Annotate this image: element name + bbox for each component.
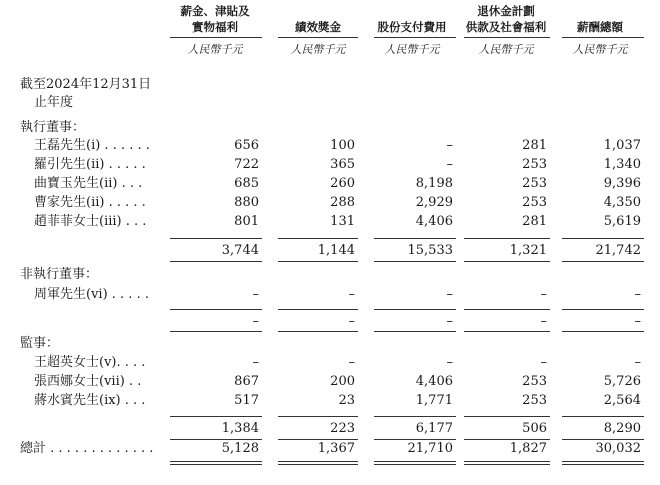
row-cell: 9,396 bbox=[603, 176, 641, 191]
subtotal-cell: – bbox=[348, 314, 355, 329]
row-cell: – bbox=[446, 287, 453, 302]
section-title: 非執行董事： bbox=[20, 267, 99, 282]
subtotal-rule bbox=[464, 309, 550, 310]
row-label: 王磊先生(i) . . . . . . bbox=[34, 138, 150, 153]
subtotal-rule bbox=[562, 331, 644, 332]
subtotal-rule bbox=[562, 309, 644, 310]
row-label: 曹家先生(ii) . . . . . bbox=[34, 195, 146, 210]
period-label: 截至2024年12月31日 bbox=[20, 77, 152, 92]
subtotal-rule bbox=[374, 309, 456, 310]
subtotal-cell: 1,321 bbox=[509, 243, 547, 258]
row-cell: 253 bbox=[522, 374, 547, 389]
row-cell: – bbox=[446, 138, 453, 153]
row-cell: 5,619 bbox=[603, 214, 641, 229]
subtotal-cell: 223 bbox=[330, 421, 355, 436]
subtotal-rule bbox=[374, 238, 456, 239]
total-double-rule bbox=[464, 461, 550, 465]
header-underline bbox=[562, 37, 644, 38]
subtotal-rule bbox=[278, 331, 358, 332]
column-header: 供款及社會福利 bbox=[465, 20, 547, 34]
row-cell: – bbox=[540, 287, 547, 302]
subtotal-cell: – bbox=[252, 314, 259, 329]
column-header: 實物福利 bbox=[192, 20, 238, 34]
row-label: 周軍先生(vi) . . . . . bbox=[34, 287, 149, 302]
subtotal-rule bbox=[170, 309, 262, 310]
subtotal-rule bbox=[374, 416, 456, 417]
section-title: 監事： bbox=[20, 336, 60, 351]
row-cell: 5,726 bbox=[603, 374, 641, 389]
subtotal-rule bbox=[170, 238, 262, 239]
subtotal-cell: 8,290 bbox=[603, 421, 641, 436]
row-cell: 281 bbox=[522, 138, 547, 153]
row-cell: 8,198 bbox=[415, 176, 453, 191]
row-cell: 260 bbox=[330, 176, 355, 191]
total-cell: 1,827 bbox=[509, 441, 547, 456]
row-cell: 517 bbox=[234, 393, 259, 408]
subtotal-cell: – bbox=[540, 314, 547, 329]
subtotal-rule bbox=[464, 238, 550, 239]
row-label: 張西娜女士(vii) . . bbox=[34, 374, 142, 389]
row-cell: 100 bbox=[330, 138, 355, 153]
column-unit: 人民幣千元 bbox=[384, 43, 440, 56]
subtotal-cell: 15,533 bbox=[407, 243, 453, 258]
header-underline bbox=[374, 37, 456, 38]
total-cell: 5,128 bbox=[221, 441, 259, 456]
row-cell: 288 bbox=[330, 195, 355, 210]
subtotal-cell: 506 bbox=[522, 421, 547, 436]
subtotal-rule bbox=[562, 261, 644, 262]
total-cell: 21,710 bbox=[407, 441, 453, 456]
column-header: 薪金、津貼及 bbox=[180, 4, 250, 18]
row-cell: 1,771 bbox=[415, 393, 453, 408]
row-cell: – bbox=[252, 355, 259, 370]
row-cell: 867 bbox=[234, 374, 259, 389]
header-underline bbox=[464, 37, 550, 38]
column-header: 股份支付費用 bbox=[377, 20, 447, 34]
row-cell: 200 bbox=[330, 374, 355, 389]
row-label: 曲寶玉先生(ii) . . . bbox=[34, 176, 143, 191]
subtotal-cell: 3,744 bbox=[221, 243, 259, 258]
row-cell: 281 bbox=[522, 214, 547, 229]
total-double-rule bbox=[170, 461, 262, 465]
row-cell: 131 bbox=[330, 214, 355, 229]
column-unit: 人民幣千元 bbox=[478, 43, 534, 56]
subtotal-rule bbox=[278, 261, 358, 262]
row-cell: 365 bbox=[330, 157, 355, 172]
row-cell: 1,340 bbox=[603, 157, 641, 172]
row-cell: – bbox=[348, 355, 355, 370]
row-cell: 4,350 bbox=[603, 195, 641, 210]
row-cell: 880 bbox=[234, 195, 259, 210]
column-unit: 人民幣千元 bbox=[187, 43, 243, 56]
header-underline bbox=[278, 37, 358, 38]
subtotal-cell: – bbox=[446, 314, 453, 329]
section-title: 執行董事： bbox=[20, 120, 86, 135]
total-double-rule bbox=[374, 461, 456, 465]
row-cell: 2,929 bbox=[415, 195, 453, 210]
row-cell: – bbox=[446, 355, 453, 370]
row-cell: – bbox=[252, 287, 259, 302]
subtotal-cell: 21,742 bbox=[595, 243, 641, 258]
subtotal-cell: 1,144 bbox=[317, 243, 355, 258]
column-unit: 人民幣千元 bbox=[290, 43, 346, 56]
subtotal-rule bbox=[464, 261, 550, 262]
subtotal-rule bbox=[278, 416, 358, 417]
row-cell: – bbox=[348, 287, 355, 302]
row-cell: 2,564 bbox=[603, 393, 641, 408]
subtotal-rule bbox=[278, 238, 358, 239]
total-label: 總計 . . . . . . . . . . . . . bbox=[20, 441, 154, 456]
row-cell: 4,406 bbox=[415, 374, 453, 389]
subtotal-rule bbox=[464, 331, 550, 332]
row-cell: 253 bbox=[522, 195, 547, 210]
row-cell: 253 bbox=[522, 393, 547, 408]
column-header: 薪酬總額 bbox=[577, 20, 623, 34]
total-cell: 30,032 bbox=[595, 441, 641, 456]
row-cell: 253 bbox=[522, 176, 547, 191]
row-label: 趙菲菲女士(iii) . . . bbox=[34, 214, 147, 229]
subtotal-rule bbox=[374, 261, 456, 262]
column-header: 績效獎金 bbox=[295, 20, 341, 34]
row-label: 羅引先生(ii) . . . . . bbox=[34, 157, 146, 172]
total-double-rule bbox=[562, 461, 644, 465]
subtotal-rule bbox=[562, 238, 644, 239]
column-unit: 人民幣千元 bbox=[572, 43, 628, 56]
row-cell: 253 bbox=[522, 157, 547, 172]
subtotal-cell: 1,384 bbox=[221, 421, 259, 436]
row-cell: 722 bbox=[234, 157, 259, 172]
row-cell: – bbox=[634, 355, 641, 370]
row-cell: 4,406 bbox=[415, 214, 453, 229]
subtotal-cell: – bbox=[634, 314, 641, 329]
row-cell: 1,037 bbox=[603, 138, 641, 153]
row-cell: – bbox=[446, 157, 453, 172]
header-underline bbox=[170, 37, 262, 38]
subtotal-rule bbox=[170, 331, 262, 332]
column-header: 退休金計劃 bbox=[477, 4, 535, 18]
subtotal-rule bbox=[374, 331, 456, 332]
row-cell: 23 bbox=[338, 393, 355, 408]
row-label: 蔣水賓先生(ix) . . . bbox=[34, 393, 146, 408]
row-label: 王超英女士(v). . . . bbox=[34, 355, 146, 370]
row-cell: 801 bbox=[234, 214, 259, 229]
row-cell: 685 bbox=[234, 176, 259, 191]
row-cell: 656 bbox=[234, 138, 259, 153]
subtotal-rule bbox=[170, 261, 262, 262]
subtotal-cell: 6,177 bbox=[415, 421, 453, 436]
subtotal-rule bbox=[170, 416, 262, 417]
period-label: 止年度 bbox=[34, 95, 74, 110]
total-double-rule bbox=[278, 461, 358, 465]
row-cell: – bbox=[634, 287, 641, 302]
subtotal-rule bbox=[464, 416, 550, 417]
subtotal-rule bbox=[278, 309, 358, 310]
subtotal-rule bbox=[562, 416, 644, 417]
total-cell: 1,367 bbox=[317, 441, 355, 456]
row-cell: – bbox=[540, 355, 547, 370]
